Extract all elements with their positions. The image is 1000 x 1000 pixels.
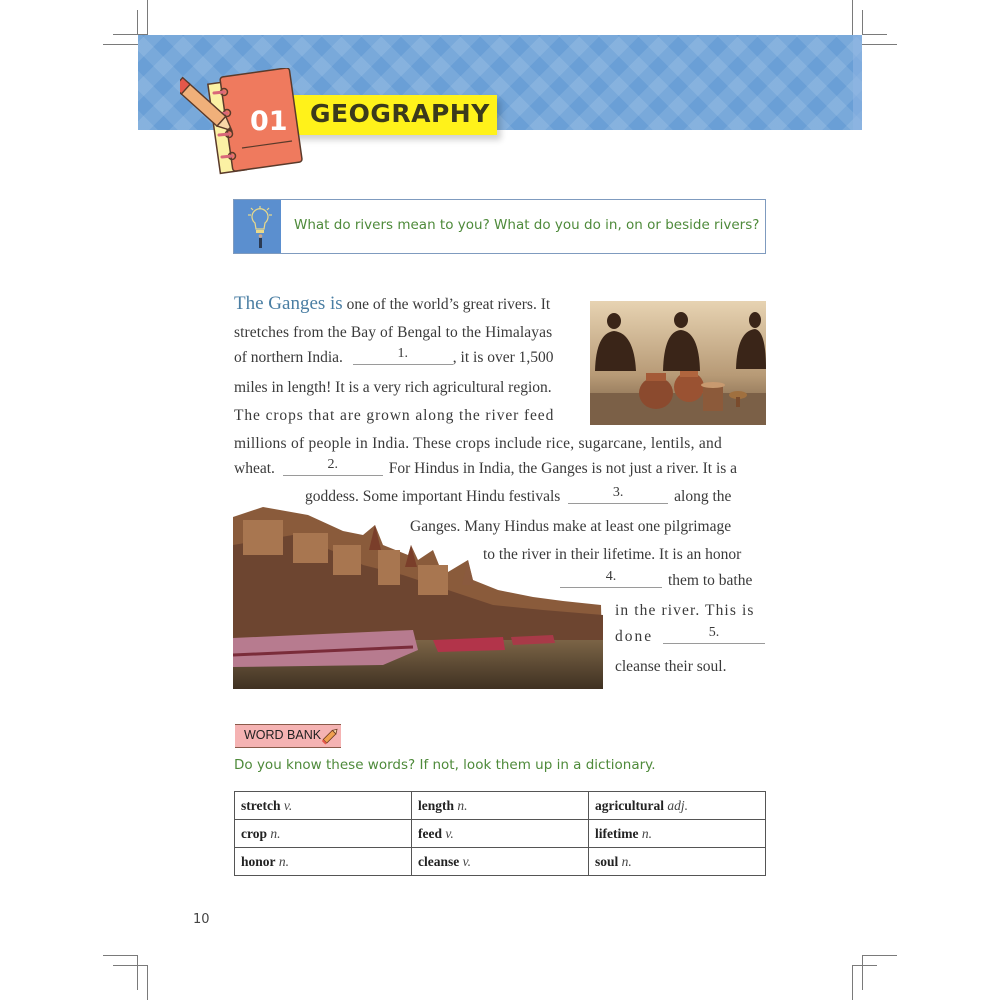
crop-mark (137, 955, 138, 990)
crop-mark (137, 10, 138, 35)
discussion-question-box (233, 199, 766, 254)
word-cell: stretch v. (235, 792, 412, 820)
crop-mark (103, 44, 138, 45)
men-bathing-in-river-photo (590, 301, 766, 425)
passage-line: in the river. This is (615, 602, 755, 619)
blank-3[interactable]: 3. (568, 488, 668, 504)
blank-1[interactable]: 1. (353, 349, 453, 365)
chapter-number: 01 (250, 106, 288, 137)
blank-2[interactable]: 2. (283, 460, 383, 476)
page-number: 10 (193, 912, 210, 927)
passage-line: The crops that are grown along the river feed (234, 407, 555, 424)
passage-line: done 5. (615, 628, 765, 646)
crop-mark (862, 955, 897, 956)
pencil-icon (321, 726, 341, 746)
passage-line: millions of people in India. These crops include rice, sugarcane, lentils, and (234, 435, 722, 452)
word-cell: soul n. (589, 848, 766, 876)
passage-line: wheat. 2. For Hindus in India, the Ganges is not just a river. It is a (234, 457, 738, 477)
table-row (235, 820, 766, 848)
discussion-question: What do rivers mean to you? What do you do in, on or beside rivers? (294, 217, 760, 233)
passage-line: Ganges. Many Hindus make at least one pilgrimage (410, 518, 732, 535)
banner-edge (853, 35, 862, 130)
passage-line: The Ganges is one of the world’s great rivers. It (234, 293, 551, 314)
passage-line: of northern India. 1. , it is over 1,500 (234, 346, 554, 366)
crop-mark (103, 955, 138, 956)
passage-line: 4. them to bathe (560, 572, 752, 590)
crop-mark (852, 0, 853, 35)
word-cell: crop n. (235, 820, 412, 848)
word-cell: honor n. (235, 848, 412, 876)
crop-mark (862, 34, 887, 35)
word-bank-tag (235, 724, 341, 748)
word-cell: feed v. (412, 820, 589, 848)
crop-mark (862, 44, 897, 45)
word-bank-label: WORD BANK (244, 728, 322, 742)
crop-mark (113, 965, 148, 966)
word-cell: length n. (412, 792, 589, 820)
table-row (235, 792, 766, 820)
word-cell: lifetime n. (589, 820, 766, 848)
crop-mark (147, 965, 148, 1000)
passage-lead: The Ganges is (234, 293, 343, 314)
passage-line: goddess. Some important Hindu festivals 3. along the (305, 485, 732, 505)
passage-line: to the river in their lifetime. It is an honor (483, 546, 742, 563)
crop-mark (862, 10, 863, 35)
notebook-pencil-icon (180, 68, 305, 178)
crop-mark (862, 955, 863, 990)
lightbulb-icon (234, 200, 281, 253)
crop-mark (147, 0, 148, 35)
word-bank-instruction: Do you know these words? If not, look them up in a dictionary. (234, 757, 656, 773)
table-row (235, 848, 766, 876)
passage-line: miles in length! It is a very rich agricultural region. (234, 379, 552, 396)
crop-mark (852, 965, 853, 1000)
word-cell: cleanse v. (412, 848, 589, 876)
blank-4[interactable]: 4. (560, 572, 662, 588)
blank-5[interactable]: 5. (663, 628, 765, 644)
word-cell: agricultural adj. (589, 792, 766, 820)
word-bank-table (234, 791, 766, 876)
chapter-title: GEOGRAPHY (310, 99, 490, 128)
crop-mark (852, 965, 877, 966)
passage-line: cleanse their soul. (615, 658, 727, 675)
passage-line: stretches from the Bay of Bengal to the Himalayas (234, 324, 553, 341)
